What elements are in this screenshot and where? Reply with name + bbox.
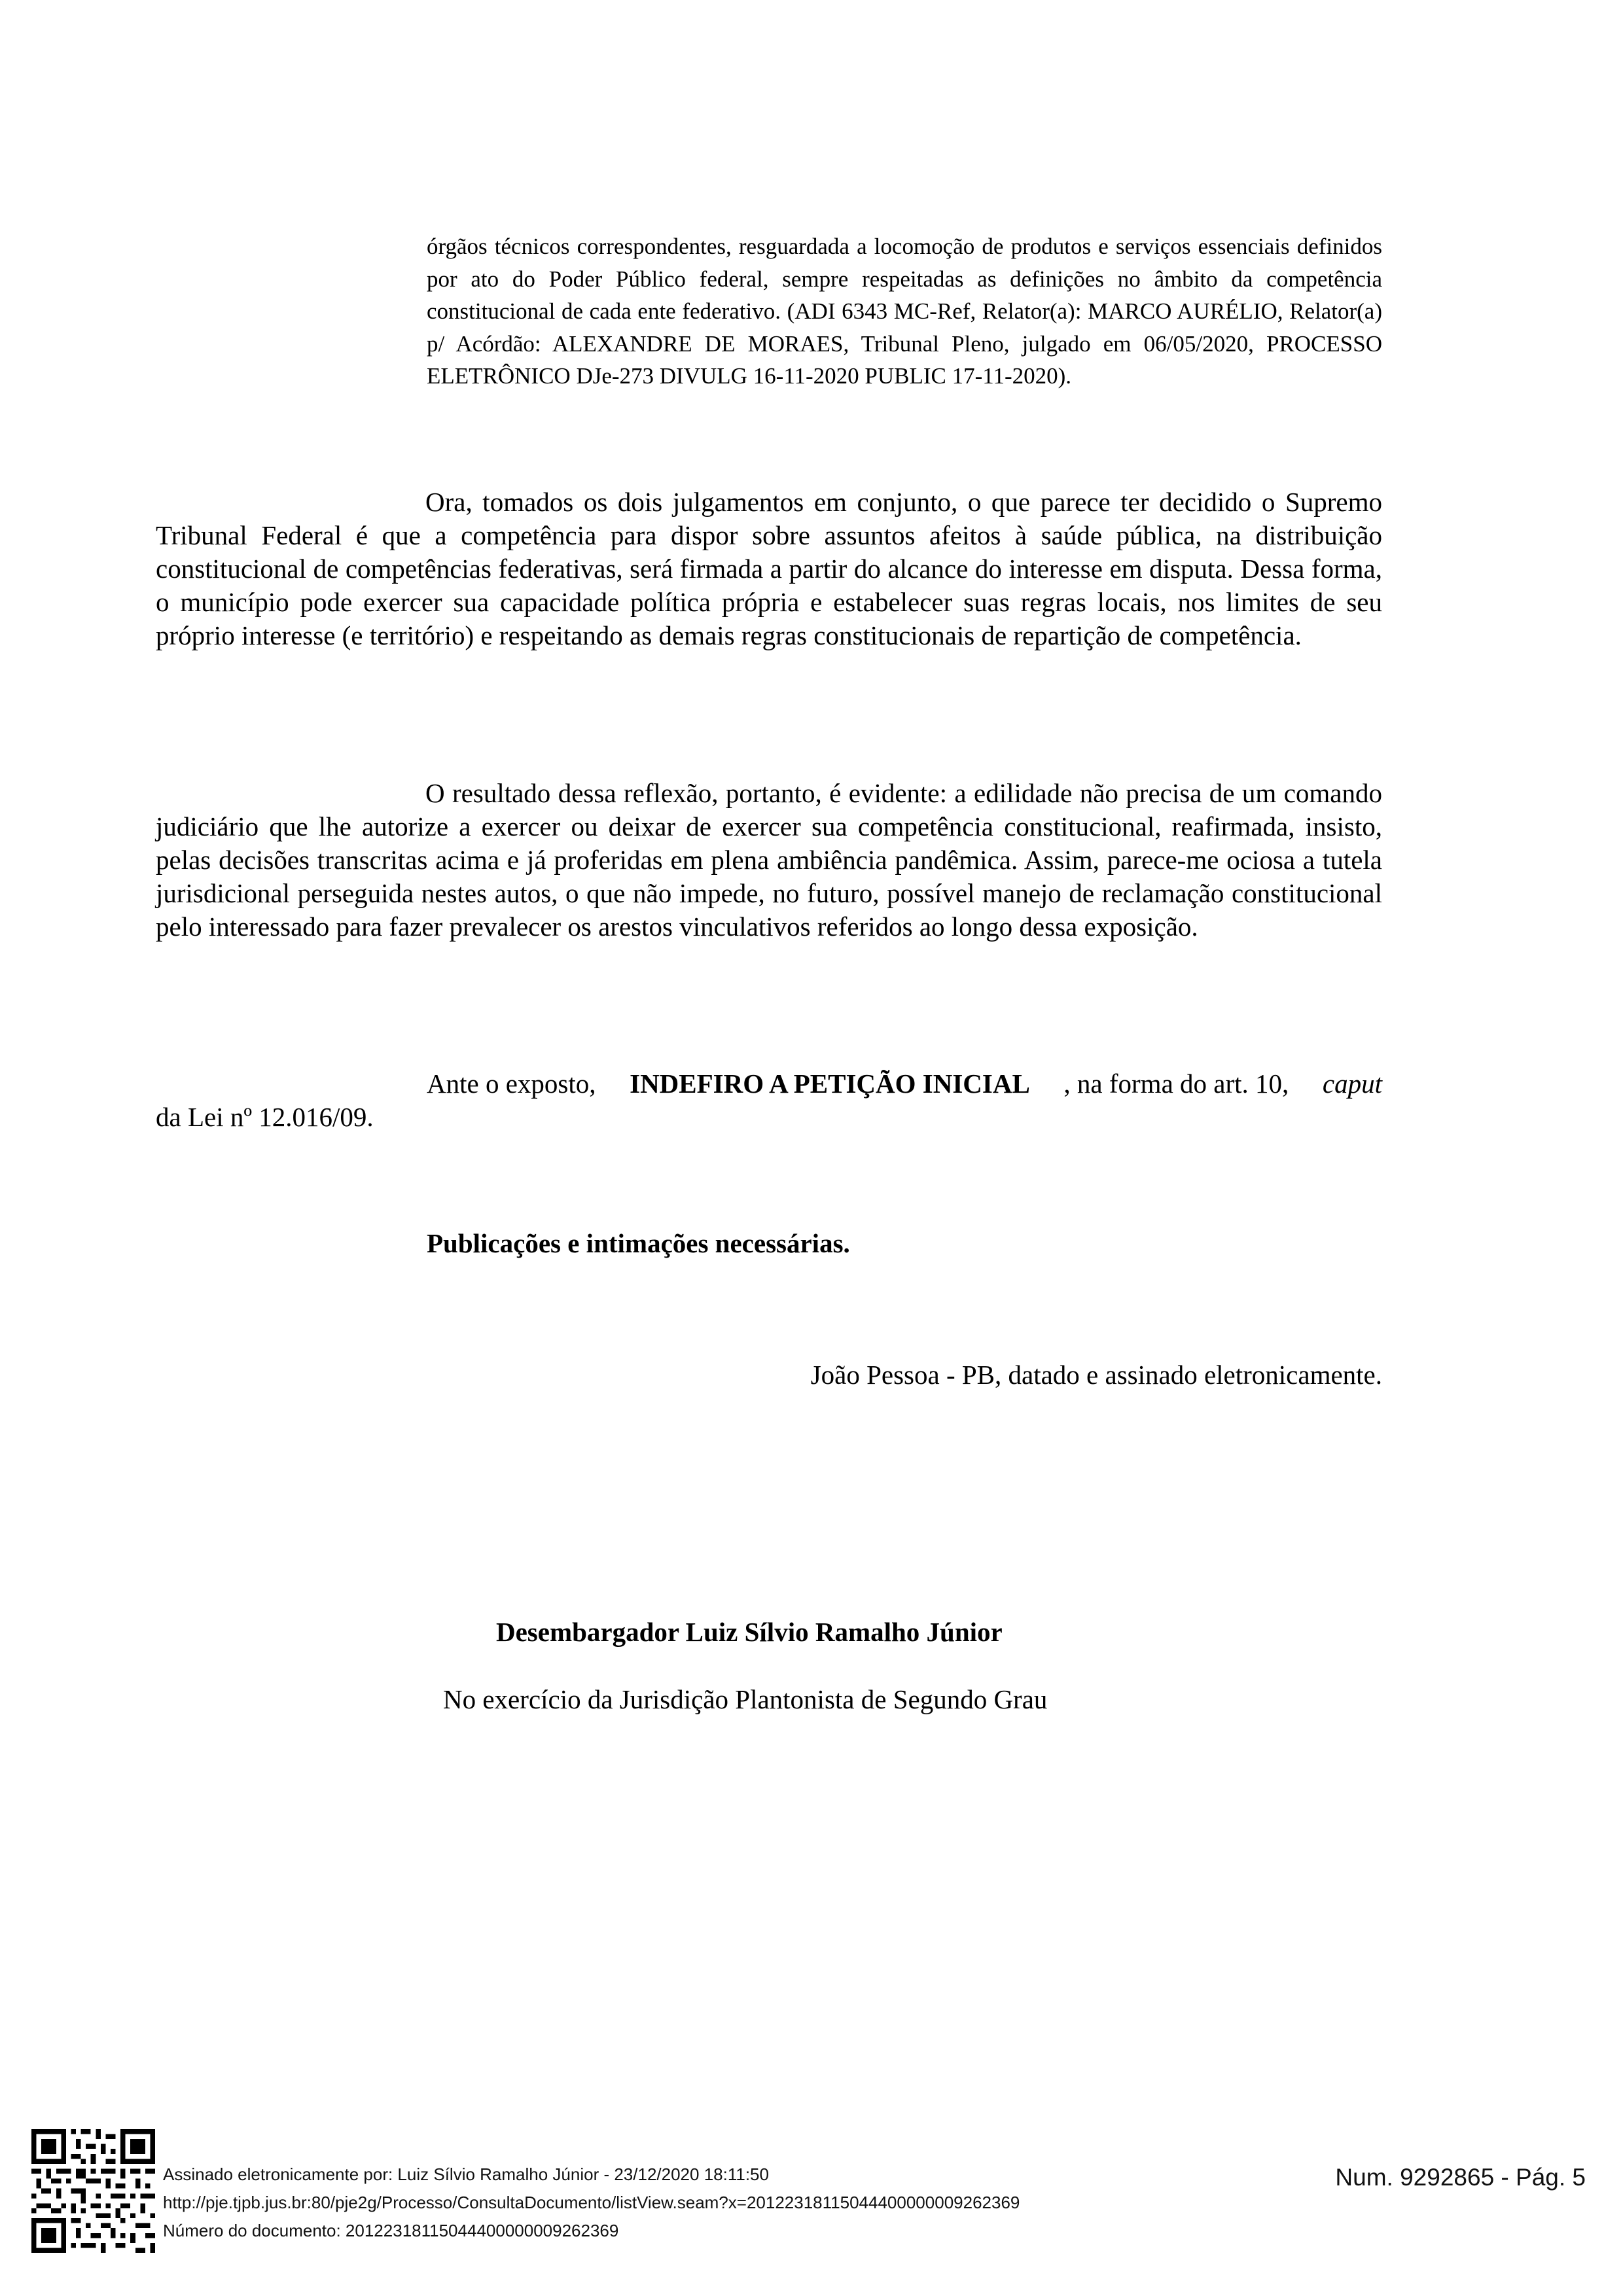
signature-name: Desembargador Luiz Sílvio Ramalho Júnior bbox=[496, 1617, 1003, 1647]
paragraph-1 bbox=[156, 486, 1382, 652]
decision-line bbox=[427, 1067, 1382, 1101]
paragraph-2-text: O resultado dessa reflexão, portanto, é evidente: a edilidade não precisa de um comando judiciário que lhe autorize a exercer ou deixar de exercer sua competência constitucional, reafirmada, insisto, pelas decisões transcritas acima e já proferidas em plena ambiência pandêmica. Assim, parece-me ociosa a tutela jurisdicional perseguida nestes autos, o que não impede, no futuro, possível manejo de reclamação constitucional pelo interessado para fazer prevalecer os arestos vinculativos referidos ao longo dessa exposição. bbox=[156, 778, 1382, 942]
decision-italic: caput bbox=[1322, 1069, 1382, 1099]
paragraph-2 bbox=[156, 777, 1382, 944]
decision-bold: INDEFIRO A PETIÇÃO INICIAL bbox=[630, 1069, 1030, 1099]
decision-prefix: Ante o exposto, bbox=[427, 1069, 596, 1099]
decision-suffix: , na forma do art. 10, bbox=[1063, 1069, 1289, 1099]
signature-role: No exercício da Jurisdição Plantonista de Segundo Grau bbox=[443, 1684, 1048, 1714]
footer-document-number: Número do documento: 20122318115044400000009262369 bbox=[163, 2221, 619, 2240]
footer-signed-by: Assinado eletronicamente por: Luiz Sílvio Ramalho Júnior - 23/12/2020 18:11:50 bbox=[163, 2164, 769, 2184]
page-number: Num. 9292865 - Pág. 5 bbox=[1335, 2164, 1586, 2191]
paragraph-1-text: Ora, tomados os dois julgamentos em conjunto, o que parece ter decidido o Supremo Tribunal Federal é que a competência para dispor sobre assuntos afeitos à saúde pública, na distribuição constitucional de competências federativas, será firmada a partir do alcance do interesse em disputa. Dessa forma, o município pode exercer sua capacidade política própria e estabelecer suas regras locais, nos limites de seu próprio interesse (e território) e respeitando as demais regras constitucionais de repartição de competência. bbox=[156, 487, 1382, 650]
footer-url[interactable]: http://pje.tjpb.jus.br:80/pje2g/Processo/ConsultaDocumento/listView.seam?x=20122318115044400000009262369 bbox=[163, 2193, 1020, 2212]
qr-code-icon bbox=[31, 2129, 155, 2253]
decision-continuation: da Lei nº 12.016/09. bbox=[156, 1102, 374, 1132]
decision-paragraph bbox=[427, 1067, 1382, 1101]
publications-line: Publicações e intimações necessárias. bbox=[427, 1228, 850, 1258]
place-date: João Pessoa - PB, datado e assinado eletronicamente. bbox=[810, 1360, 1382, 1390]
block-quote: órgãos técnicos correspondentes, resguardada a locomoção de produtos e serviços essenciais definidos por ato do Poder Público federal, sempre respeitadas as definições no âmbito da competência constitucional de cada ente federativo. (ADI 6343 MC-Ref, Relator(a): MARCO AURÉLIO, Relator(a) p/ Acórdão: ALEXANDRE DE MORAES, Tribunal Pleno, julgado em 06/05/2020, PROCESSO ELETRÔNICO DJe-273 DIVULG 16-11-2020 PUBLIC 17-11-2020). bbox=[427, 234, 1382, 389]
footer-signature-info bbox=[163, 2161, 1020, 2245]
